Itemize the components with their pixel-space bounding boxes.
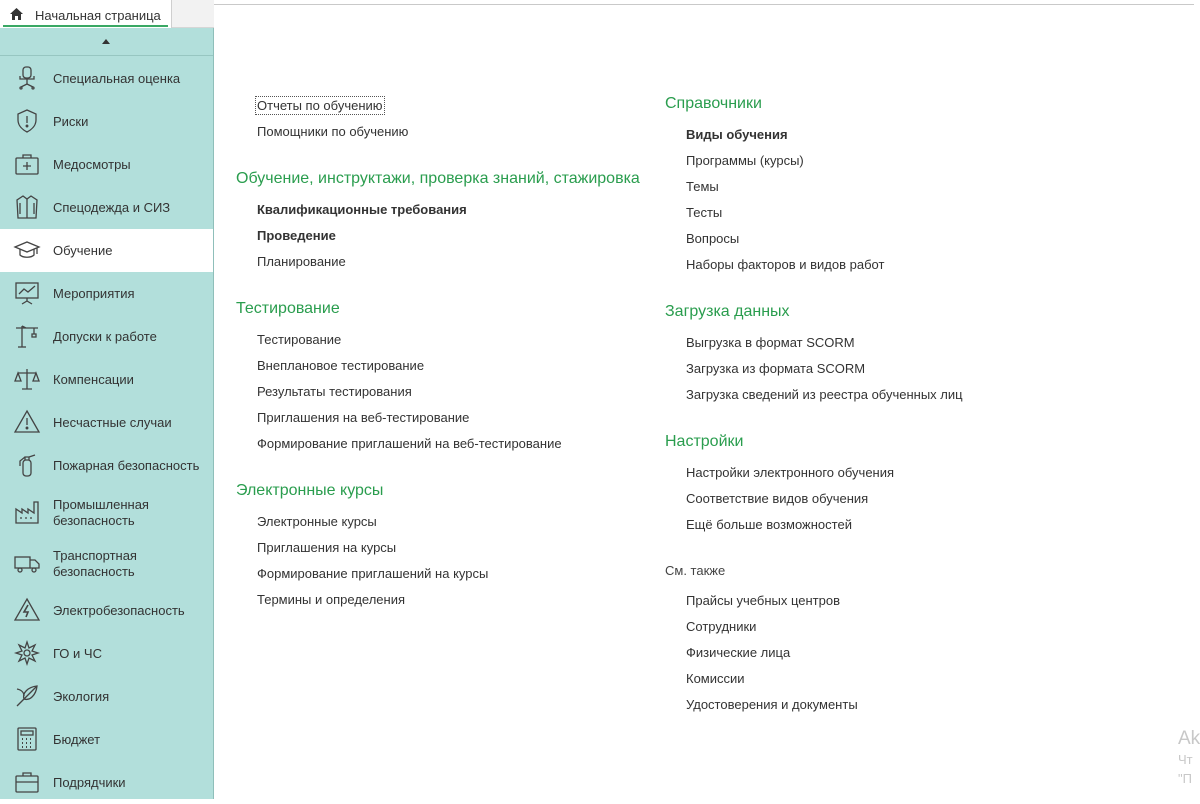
link-import-scorm[interactable]: Загрузка из формата SCORM (686, 361, 866, 376)
chair-icon (14, 65, 40, 91)
link-web-testing-invitations[interactable]: Приглашения на веб-тестирование (257, 410, 470, 425)
sidebar-item-label: Несчастные случаи (53, 415, 172, 430)
home-tab-label: Начальная страница (35, 8, 161, 23)
link-programs[interactable]: Программы (курсы) (686, 153, 804, 168)
link-e-courses[interactable]: Электронные курсы (257, 514, 377, 529)
sidebar-item-clothing[interactable] (0, 186, 213, 229)
sidebar-item-training[interactable] (0, 229, 213, 272)
coat-icon (14, 194, 40, 220)
link-e-learning-settings[interactable]: Настройки электронного обучения (686, 465, 895, 480)
sidebar-item-industrial-safety[interactable] (0, 487, 213, 538)
link-employees[interactable]: Сотрудники (686, 619, 757, 634)
link-training-center-prices[interactable]: Прайсы учебных центров (686, 593, 840, 608)
truck-icon (14, 550, 40, 576)
link-terms-definitions[interactable]: Термины и определения (257, 592, 406, 607)
triangle-up-icon (102, 39, 110, 44)
sidebar-item-label: Допуски к работе (53, 329, 157, 344)
sidebar-item-label: Медосмотры (53, 157, 131, 172)
link-course-invitations[interactable]: Приглашения на курсы (257, 540, 397, 555)
sidebar-item-label: ГО и ЧС (53, 646, 102, 661)
sidebar-item-work-permits[interactable] (0, 315, 213, 358)
section-title-data-loading: Загрузка данных (665, 303, 790, 320)
sidebar-item-electrical-safety[interactable] (0, 589, 213, 632)
home-tab-underline (3, 25, 168, 27)
link-qualification-requirements[interactable]: Квалификационные требования (257, 202, 467, 217)
section-title-settings: Настройки (665, 433, 744, 450)
sidebar-item-label: Обучение (53, 243, 113, 258)
tab-strip (172, 0, 214, 28)
sidebar-item-events[interactable] (0, 272, 213, 315)
shield-icon (14, 108, 40, 134)
sidebar-item-label: Риски (53, 114, 89, 129)
sidebar-item-medical[interactable] (0, 143, 213, 186)
sidebar-item-label: Экология (53, 689, 110, 704)
scales-icon (14, 366, 40, 392)
link-individuals[interactable]: Физические лица (686, 645, 791, 660)
sidebar-scroll-up-button[interactable] (0, 28, 213, 56)
link-planning[interactable]: Планирование (257, 254, 346, 269)
sidebar-item-civil-defense[interactable] (0, 632, 213, 675)
link-testing-results[interactable]: Результаты тестирования (257, 384, 412, 399)
sidebar-item-label: Бюджет (53, 732, 101, 747)
radiation-icon (14, 640, 40, 666)
link-training-types[interactable]: Виды обучения (686, 127, 788, 142)
link-topics[interactable]: Темы (686, 179, 719, 194)
sidebar-item-transport-safety[interactable] (0, 538, 213, 589)
link-training-type-mapping[interactable]: Соответствие видов обучения (686, 491, 869, 506)
link-commissions[interactable]: Комиссии (686, 671, 745, 686)
sidebar-item-label: Транспортная безопасность (53, 548, 137, 579)
sidebar-item-risks[interactable] (0, 100, 213, 143)
sidebar-item-accidents[interactable] (0, 401, 213, 444)
link-conducting[interactable]: Проведение (257, 228, 336, 243)
medkit-icon (14, 151, 40, 177)
link-tests[interactable]: Тесты (686, 205, 723, 220)
sidebar-item-label: Компенсации (53, 372, 134, 387)
home-tab[interactable] (0, 0, 172, 28)
link-more-features[interactable]: Ещё больше возможностей (686, 517, 852, 532)
lightning-icon (14, 597, 40, 623)
calculator-icon (14, 726, 40, 752)
link-questions[interactable]: Вопросы (686, 231, 740, 246)
sidebar-item-label: Пожарная безопасность (53, 458, 200, 473)
home-icon (9, 7, 24, 21)
link-import-registry[interactable]: Загрузка сведений из реестра обученных лиц (686, 387, 963, 402)
link-unscheduled-testing[interactable]: Внеплановое тестирование (257, 358, 425, 373)
sidebar-item-budget[interactable] (0, 718, 213, 761)
link-training-assistants[interactable]: Помощники по обучению (257, 124, 409, 139)
crane-icon (14, 323, 40, 349)
sidebar-item-label: Промышленная безопасность (53, 497, 149, 528)
link-training-reports[interactable]: Отчеты по обучению (257, 98, 383, 113)
extinguisher-icon (14, 452, 40, 478)
sidebar-item-contractors[interactable] (0, 761, 213, 804)
section-title-e-courses: Электронные курсы (236, 482, 384, 499)
link-create-web-testing-invitations[interactable]: Формирование приглашений на веб-тестирование (257, 436, 562, 451)
sidebar-item-label: Электробезопасность (53, 603, 185, 618)
presentation-icon (14, 280, 40, 306)
graduation-cap-icon (14, 237, 40, 263)
content-border (214, 4, 1194, 5)
sidebar (0, 28, 214, 799)
section-title-testing: Тестирование (236, 300, 340, 317)
sidebar-item-special-assessment[interactable] (0, 57, 213, 100)
leaf-icon (14, 683, 40, 709)
sidebar-item-compensation[interactable] (0, 358, 213, 401)
watermark-line3: "П (1178, 771, 1192, 786)
link-testing[interactable]: Тестирование (257, 332, 342, 347)
factory-icon (14, 499, 40, 525)
warning-icon (14, 409, 40, 435)
sidebar-item-fire-safety[interactable] (0, 444, 213, 487)
sidebar-item-label: Мероприятия (53, 286, 135, 301)
link-factor-sets[interactable]: Наборы факторов и видов работ (686, 257, 885, 272)
watermark-line1: Ak (1178, 728, 1200, 749)
briefcase-icon (14, 769, 40, 795)
sidebar-item-ecology[interactable] (0, 675, 213, 718)
sidebar-item-label: Специальная оценка (53, 71, 181, 86)
watermark-line2: Чт (1178, 752, 1193, 767)
link-certificates-documents[interactable]: Удостоверения и документы (686, 697, 858, 712)
link-export-scorm[interactable]: Выгрузка в формат SCORM (686, 335, 855, 350)
sidebar-item-label: Подрядчики (53, 775, 126, 790)
see-also-title: См. также (665, 563, 726, 578)
section-title-training: Обучение, инструктажи, проверка знаний, стажировка (236, 170, 640, 187)
sidebar-item-label: Спецодежда и СИЗ (53, 200, 171, 215)
link-create-course-invitations[interactable]: Формирование приглашений на курсы (257, 566, 489, 581)
section-title-directories: Справочники (665, 95, 762, 112)
